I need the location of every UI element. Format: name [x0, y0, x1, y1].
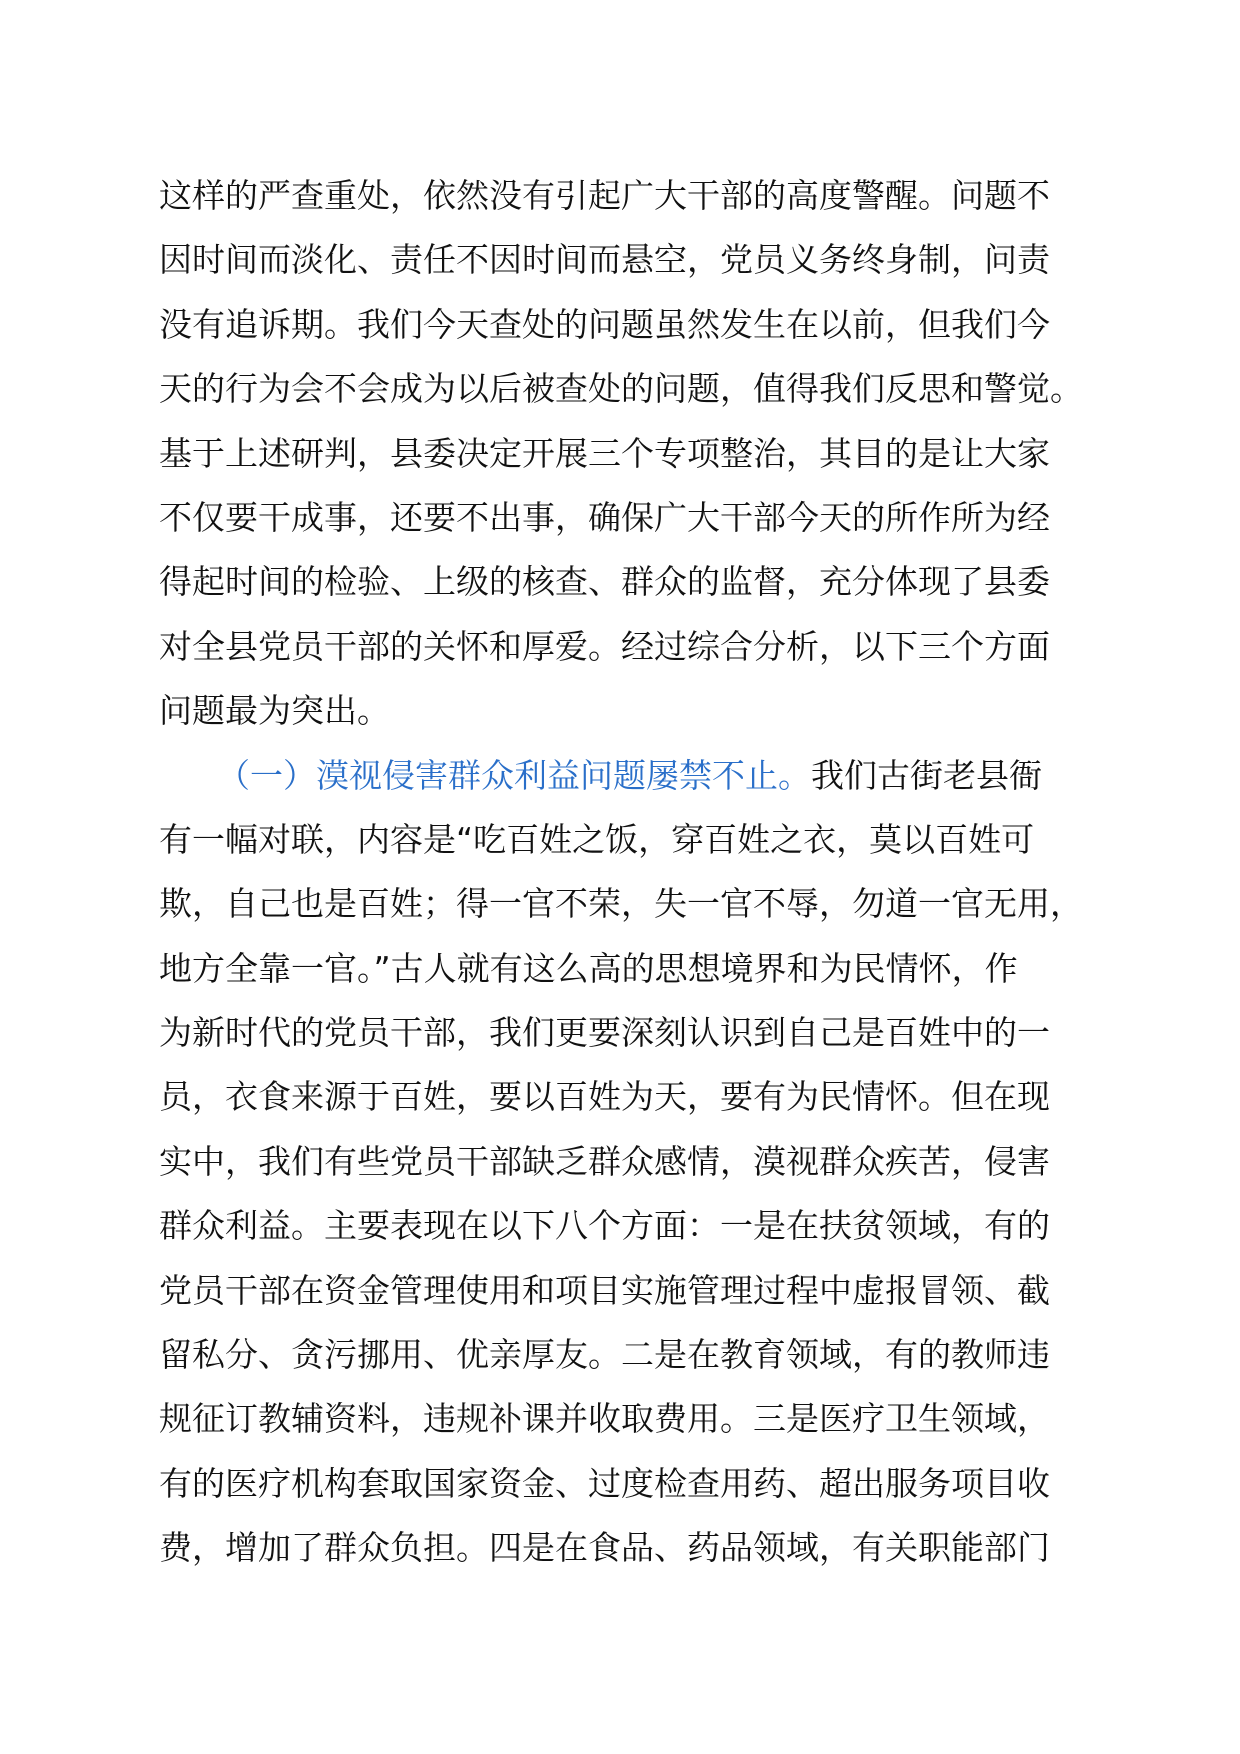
text-line: 员，衣食来源于百姓，要以百姓为天，要有为民情怀。但在现: [159, 1077, 1050, 1117]
text-line: 党员干部在资金管理使用和项目实施管理过程中虚报冒领、截: [159, 1270, 1050, 1310]
section-first-line: [159, 744, 1119, 808]
text-line: 留私分、贪污挪用、优亲厚友。二是在教育领域，有的教师违: [159, 1335, 1050, 1375]
text-line: 没有追诉期。我们今天查处的问题虽然发生在以前，但我们今: [159, 304, 1050, 344]
text-line: 对全县党员干部的关怀和厚爱。经过综合分析，以下三个方面: [159, 626, 1050, 666]
text-line: 欺，自己也是百姓；得一官不荣，失一官不辱，勿道一官无用，: [159, 884, 1083, 924]
section-heading: （一）漠视侵害群众利益问题屡禁不止。: [217, 755, 811, 795]
text-line: 天的行为会不会成为以后被查处的问题，值得我们反思和警觉。: [159, 369, 1083, 409]
text-line: 费，增加了群众负担。四是在食品、药品领域，有关职能部门: [159, 1528, 1050, 1568]
text-line: 为新时代的党员干部，我们更要深刻认识到自己是百姓中的一: [159, 1013, 1050, 1053]
text-line: 不仅要干成事，还要不出事，确保广大干部今天的所作所为经: [159, 497, 1050, 537]
text-line: 因时间而淡化、责任不因时间而悬空，党员义务终身制，问责: [159, 240, 1050, 280]
text-line: 实中，我们有些党员干部缺乏群众感情，漠视群众疾苦，侵害: [159, 1141, 1050, 1181]
text-line: 群众利益。主要表现在以下八个方面：一是在扶贫领域，有的: [159, 1206, 1050, 1246]
text-line: 基于上述研判，县委决定开展三个专项整治，其目的是让大家: [159, 433, 1050, 473]
section-first-line-text: 我们古街老县衙: [811, 755, 1042, 795]
body-text: [159, 164, 1119, 1581]
text-line: 有的医疗机构套取国家资金、过度检查用药、超出服务项目收: [159, 1463, 1050, 1503]
text-line: 有一幅对联，内容是“吃百姓之饭，穿百姓之衣，莫以百姓可: [159, 819, 1035, 859]
text-line: 问题最为突出。: [159, 691, 390, 731]
text-line: 这样的严查重处，依然没有引起广大干部的高度警醒。问题不: [159, 176, 1050, 215]
text-line: 规征订教辅资料，违规补课并收取费用。三是医疗卫生领域，: [159, 1399, 1050, 1439]
text-line: 得起时间的检验、上级的核查、群众的监督，充分体现了县委: [159, 562, 1050, 602]
text-line: 地方全靠一官。”古人就有这么高的思想境界和为民情怀，作: [159, 948, 1018, 988]
